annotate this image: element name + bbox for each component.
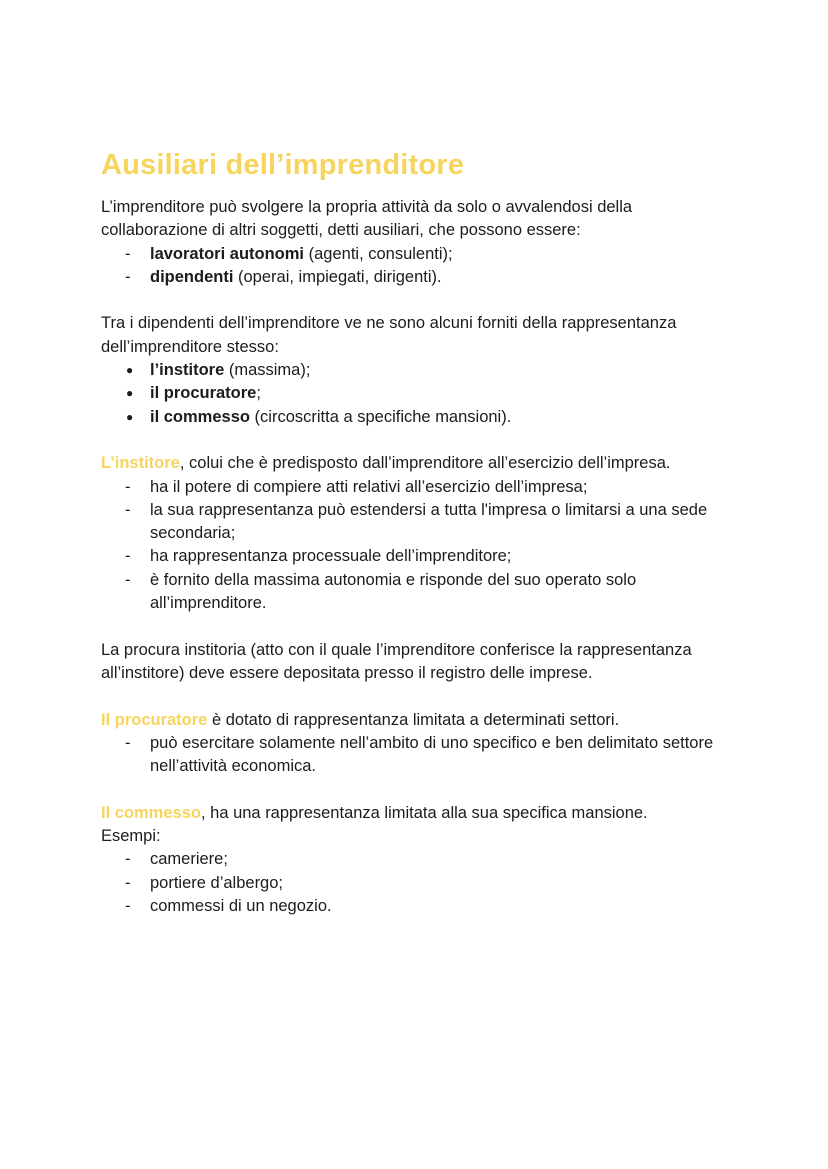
institore-text: , colui che è predisposto dall’imprenditore all’esercizio dell’impresa. [179, 454, 671, 473]
list-item-bold: dipendenti [150, 267, 234, 286]
list-item [101, 266, 741, 289]
bullet-marker: ● [126, 386, 134, 401]
list-item-text: ha rappresentanza processuale dell’imprenditore; [150, 547, 512, 566]
list-item [101, 359, 741, 382]
list-item-text: la sua rappresentanza può estendersi a tutta l'impresa o limitarsi a una sede secondaria; [150, 500, 708, 543]
bullet-marker: ● [126, 409, 134, 424]
procuratore-list [101, 732, 741, 779]
commesso-highlight: Il commesso [101, 803, 201, 822]
list-item-text: (agenti, consulenti); [304, 244, 453, 263]
list-item-text: commessi di un negozio. [150, 896, 332, 915]
spacer [101, 289, 741, 312]
list-item [101, 243, 741, 266]
dipendenti-paragraph: Tra i dipendenti dell’imprenditore ve ne sono alcuni forniti della rappresentanza dell’imprenditore stesso: [101, 314, 677, 356]
dash-marker: - [125, 733, 131, 752]
list-item-bold: il commesso [150, 407, 250, 426]
list-item [101, 476, 741, 499]
list-item [101, 732, 741, 779]
list-item-text: ha il potere di compiere atti relativi all’esercizio dell’impresa; [150, 477, 588, 496]
list-item-text: (circoscritta a specifiche mansioni). [249, 407, 512, 426]
list-item-bold: l’institore [150, 361, 225, 380]
spacer [101, 615, 741, 638]
dash-marker: - [125, 267, 131, 286]
procuratore-paragraph [101, 709, 741, 732]
commesso-paragraph [101, 802, 741, 825]
esempi-label: Esempi: [101, 827, 161, 846]
list-item-text: ; [256, 384, 261, 403]
dash-marker: - [125, 244, 131, 263]
document-page [101, 146, 741, 918]
institore-list [101, 476, 741, 616]
list-item-text: (operai, impiegati, dirigenti). [233, 267, 442, 286]
page-title: Ausiliari dell’imprenditore [101, 149, 465, 181]
dash-marker: - [125, 850, 131, 869]
bullet-marker: ● [126, 363, 134, 378]
rappresentanti-list [101, 359, 741, 429]
dash-marker: - [125, 547, 131, 566]
spacer [101, 685, 741, 708]
dash-marker: - [125, 500, 131, 519]
commesso-text: , ha una rappresentanza limitata alla sua specifica mansione. [200, 803, 648, 822]
list-item [101, 569, 741, 616]
list-item-text: è fornito della massima autonomia e risponde del suo operato solo all’imprenditore. [150, 570, 637, 613]
list-item-text: (massima); [224, 361, 311, 380]
dash-marker: - [125, 477, 131, 496]
list-item-text: cameriere; [150, 850, 228, 869]
dash-marker: - [125, 873, 131, 892]
procuratore-text: è dotato di rappresentanza limitata a determinati settori. [207, 710, 620, 729]
list-item [101, 406, 741, 429]
dash-marker: - [125, 896, 131, 915]
list-item [101, 499, 741, 546]
institore-highlight: L’institore [101, 454, 180, 473]
list-item [101, 545, 741, 568]
dash-marker: - [125, 570, 131, 589]
list-item [101, 848, 741, 871]
list-item-bold: lavoratori autonomi [150, 244, 305, 263]
list-item-text: portiere d’albergo; [150, 873, 283, 892]
procuratore-highlight: Il procuratore [101, 710, 208, 729]
spacer [101, 778, 741, 801]
list-item-text: può esercitare solamente nell’ambito di uno specifico e ben delimitato settore nell’attività economica. [150, 733, 714, 776]
list-item [101, 382, 741, 405]
list-item-bold: il procuratore [150, 384, 257, 403]
list-item [101, 872, 741, 895]
list-item [101, 895, 741, 918]
intro-paragraph: L’imprenditore può svolgere la propria attività da solo o avvalendosi della collaborazione di altri soggetti, detti ausiliari, che possono essere: [101, 198, 633, 240]
institore-paragraph [101, 452, 741, 475]
esempi-list [101, 848, 741, 918]
ausiliari-list [101, 243, 741, 290]
procura-paragraph: La procura institoria (atto con il quale l’imprenditore conferisce la rappresentanza all’institore) deve essere depositata presso il registro delle imprese. [101, 640, 692, 682]
spacer [101, 429, 741, 452]
